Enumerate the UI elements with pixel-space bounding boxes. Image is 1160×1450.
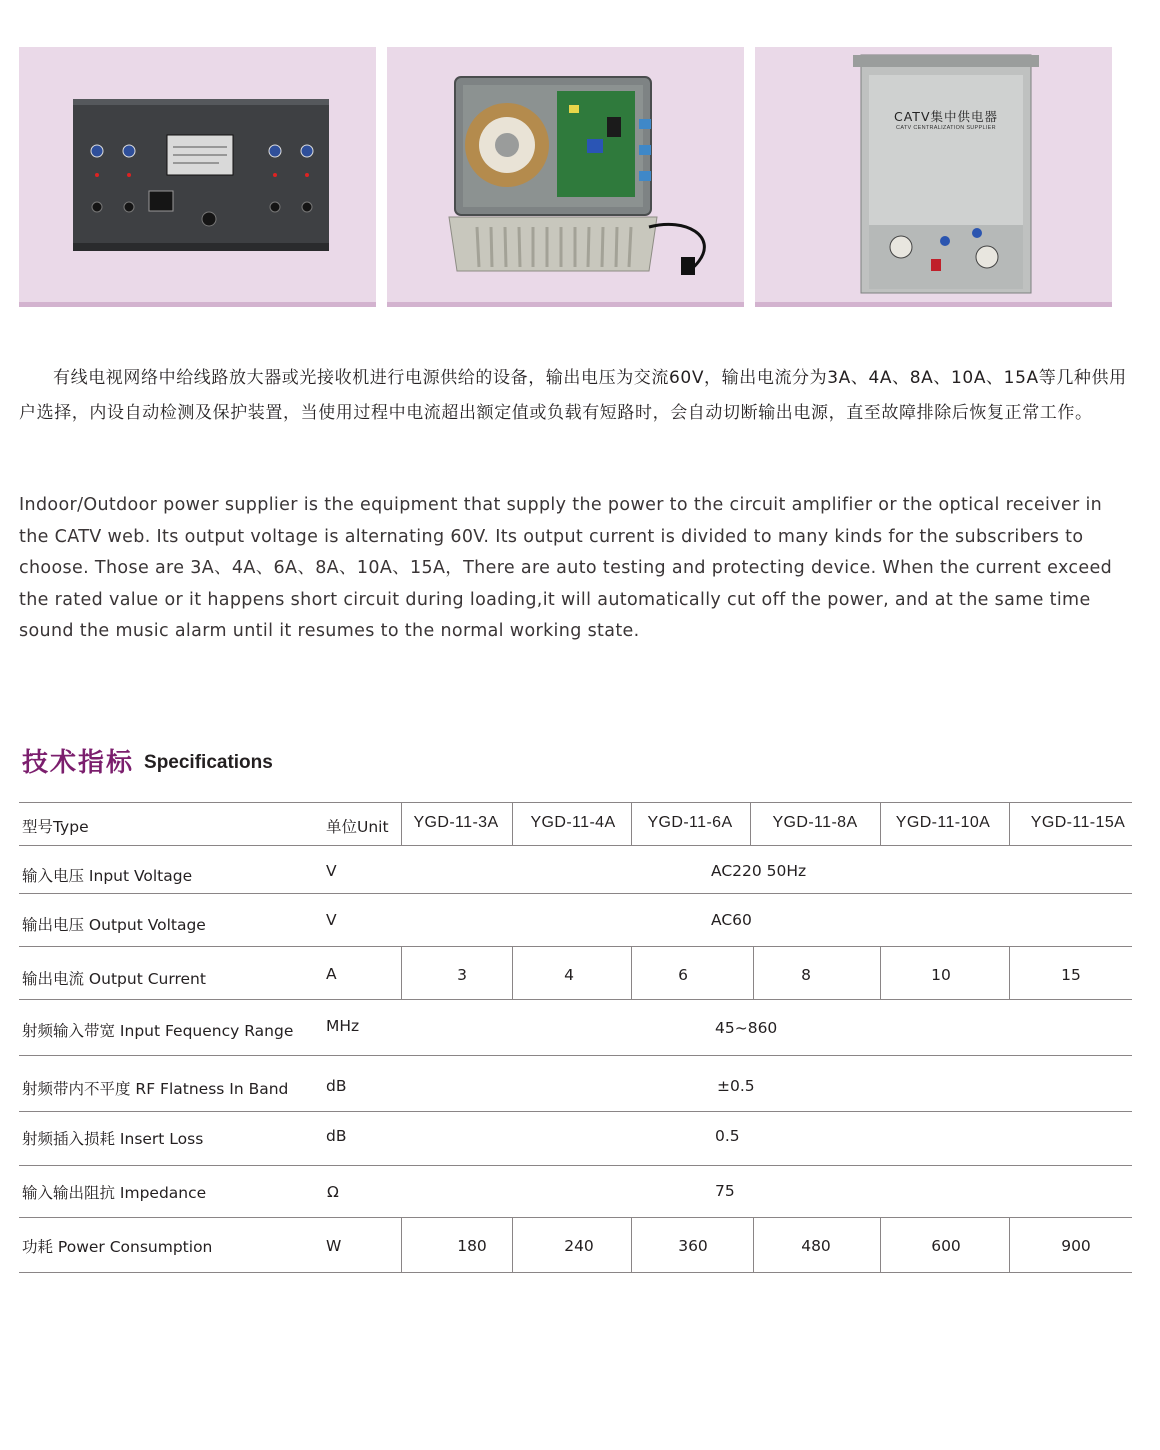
- row-label: 输出电压 Output Voltage: [22, 916, 206, 934]
- table-rule: [19, 1111, 1132, 1112]
- table-rule: [19, 893, 1132, 894]
- product-photo-outdoor-supplier: [387, 47, 744, 307]
- table-rule: [19, 1217, 1132, 1218]
- row-unit: V: [326, 862, 337, 880]
- row-label: 输出电流 Output Current: [22, 970, 206, 988]
- specs-title-en: Specifications: [144, 752, 273, 773]
- table-divider: [401, 1217, 402, 1272]
- catv-cabinet-illustration: [755, 47, 1112, 302]
- description-english: Indoor/Outdoor power supplier is the equipment that supply the power to the circuit amplifier or the optical receiver in the CATV web. Its output voltage is alternating 60V. Its output current is divided to many kinds for the subscribers to choose. Those are 3A、4A、6A、8A、10A、15A，There are auto testing and protecting device. When the current exceed the rated value or it happens short circuit during loading,it will automatically cut off the power, and at the same time sound the music alarm until it resumes to the normal working state.: [19, 495, 1113, 641]
- header-model: YGD-11-3A: [413, 814, 499, 831]
- table-divider: [512, 802, 513, 845]
- row-unit: dB: [326, 1077, 347, 1095]
- table-divider: [512, 946, 513, 999]
- header-unit: 单位Unit: [326, 818, 389, 836]
- row-label: 射频带内不平度 RF Flatness In Band: [22, 1080, 289, 1098]
- row-value: AC220 50Hz: [711, 862, 807, 880]
- row-value: 45~860: [715, 1019, 778, 1037]
- table-rule: [19, 1165, 1132, 1166]
- row-unit: V: [326, 911, 337, 929]
- description-chinese: 有线电视网络中给线路放大器或光接收机进行电源供给的设备，输出电压为交流60V，输出电流分为3A、4A、8A、10A、15A等几种供用户选择，内设自动检测及保护装置，当使用过程中电流超出额定值或负载有短路时，会自动切断输出电源，直至故障排除后恢复正常工作。: [19, 368, 1127, 423]
- table-rule: [19, 845, 1132, 846]
- specs-heading: [22, 742, 273, 779]
- table-rule: [19, 1272, 1132, 1273]
- row-value: AC60: [711, 911, 752, 929]
- header-model: YGD-11-10A: [895, 814, 991, 831]
- header-model: YGD-11-4A: [530, 814, 616, 831]
- row-label: 输入输出阻抗 Impedance: [22, 1184, 207, 1202]
- product-photo-desktop-supplier: [19, 47, 376, 307]
- current-value: 3: [457, 966, 467, 984]
- table-divider: [1009, 802, 1010, 845]
- current-value: 8: [801, 966, 811, 984]
- cabinet-label-en: CATV CENTRALIZATION SUPPLIER: [896, 125, 996, 131]
- current-value: 6: [678, 966, 688, 984]
- row-value: 75: [715, 1182, 735, 1200]
- power-value: 480: [801, 1237, 831, 1255]
- row-label: 射频输入带宽 Input Fequency Range: [22, 1022, 294, 1040]
- table-divider: [880, 802, 881, 845]
- row-unit: dB: [326, 1127, 347, 1145]
- table-rule: [19, 802, 1132, 803]
- table-rule: [19, 1055, 1132, 1056]
- header-model: YGD-11-6A: [647, 814, 733, 831]
- table-divider: [1009, 946, 1010, 999]
- power-value: 180: [457, 1237, 487, 1255]
- table-divider: [631, 1217, 632, 1272]
- table-divider: [512, 1217, 513, 1272]
- power-value: 240: [564, 1237, 594, 1255]
- table-divider: [750, 802, 751, 845]
- table-divider: [880, 1217, 881, 1272]
- current-value: 15: [1061, 966, 1081, 984]
- power-value: 600: [931, 1237, 961, 1255]
- table-rule: [19, 999, 1132, 1000]
- current-value: 10: [931, 966, 951, 984]
- power-value: 360: [678, 1237, 708, 1255]
- current-value: 4: [564, 966, 574, 984]
- row-unit: Ω: [327, 1183, 339, 1201]
- header-type: 型号Type: [22, 818, 89, 836]
- outdoor-supplier-illustration: [387, 47, 744, 302]
- row-value: 0.5: [715, 1127, 740, 1145]
- power-value: 900: [1061, 1237, 1091, 1255]
- row-unit: MHz: [326, 1017, 360, 1035]
- specs-title-cn: 技术指标: [22, 748, 135, 778]
- table-rule: [19, 946, 1132, 947]
- row-label: 功耗 Power Consumption: [22, 1238, 213, 1256]
- table-divider: [401, 946, 402, 999]
- header-model: YGD-11-8A: [772, 814, 858, 831]
- row-unit: A: [326, 965, 337, 983]
- table-divider: [753, 946, 754, 999]
- row-unit: W: [326, 1237, 342, 1255]
- table-divider: [401, 802, 402, 845]
- row-label: 射频插入损耗 Insert Loss: [22, 1130, 204, 1148]
- product-photo-catv-cabinet: [755, 47, 1112, 307]
- table-divider: [1009, 1217, 1010, 1272]
- header-model: YGD-11-15A: [1030, 814, 1126, 831]
- table-divider: [631, 802, 632, 845]
- table-divider: [880, 946, 881, 999]
- table-divider: [753, 1217, 754, 1272]
- row-value: ±0.5: [717, 1077, 755, 1095]
- table-divider: [631, 946, 632, 999]
- desktop-supplier-illustration: [19, 47, 376, 302]
- row-label: 输入电压 Input Voltage: [22, 867, 193, 885]
- cabinet-label-cn: CATV集中供电器: [894, 109, 998, 124]
